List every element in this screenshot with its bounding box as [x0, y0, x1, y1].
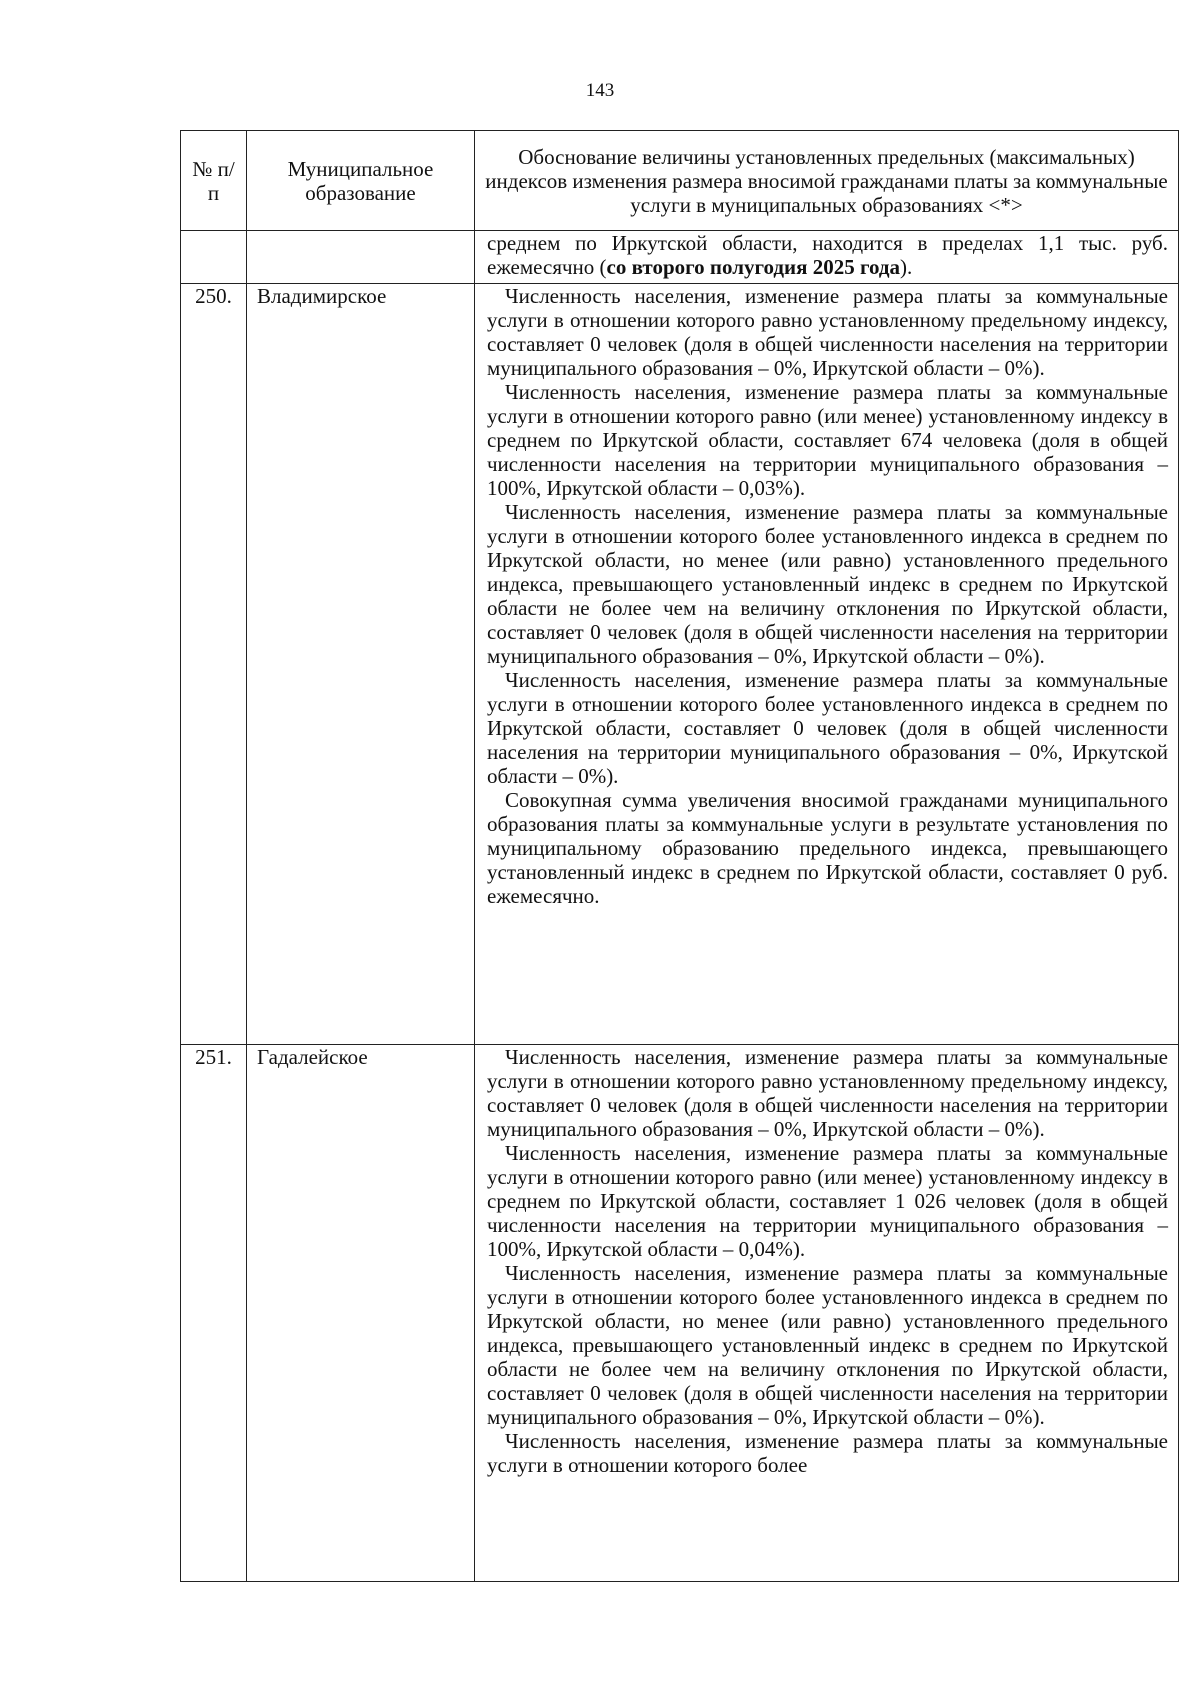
continuation-end: ). [900, 255, 913, 279]
paragraph: Численность населения, изменение размера платы за коммунальные услуги в отношении которого равно (или менее) установленному индексу в среднем по Иркутской области, составляет 674 человека (доля в общей численности населения на территории муниципального образования – 100%, Иркутской области – 0,03%). [487, 380, 1168, 500]
header-municipality: Муниципальное образование [247, 131, 475, 231]
row-number: 250. [181, 284, 247, 1045]
cell-number-empty [181, 231, 247, 284]
continuation-text: среднем по Иркутской области, находится в пределах 1,1 тыс. руб. ежемесячно ( [487, 231, 1168, 279]
justification-cell [475, 1045, 1179, 1582]
table-row [181, 284, 1179, 1045]
table-row [181, 1045, 1179, 1582]
cell-continuation-text [475, 231, 1179, 284]
paragraph: Численность населения, изменение размера платы за коммунальные услуги в отношении которого равно установленному предельному индексу, составляет 0 человек (доля в общей численности населения на территории муниципального образования – 0%, Иркутской области – 0%). [487, 1045, 1168, 1141]
municipality-name: Гадалейское [247, 1045, 475, 1582]
cell-municipality-empty [247, 231, 475, 284]
header-justification: Обоснование величины установленных предельных (максимальных) индексов изменения размера вносимой гражданами платы за коммунальные услуги в муниципальных образованиях <*> [475, 131, 1179, 231]
continuation-bold: со второго полугодия 2025 года [606, 255, 901, 279]
justification-cell [475, 284, 1179, 1045]
page-number: 143 [585, 80, 615, 101]
justification-table [180, 130, 1179, 1582]
paragraph: Численность населения, изменение размера платы за коммунальные услуги в отношении которого равно (или менее) установленному индексу в среднем по Иркутской области, составляет 1 026 человек (доля в общей численности населения на территории муниципального образования – 100%, Иркутской области – 0,04%). [487, 1141, 1168, 1261]
municipality-name: Владимирское [247, 284, 475, 1045]
paragraph: Численность населения, изменение размера платы за коммунальные услуги в отношении которого более установленного индекса в среднем по Иркутской области, но менее (или равно) установленного предельного индекса, превышающего установленный индекс в среднем по Иркутской области не более чем на величину отклонения по Иркутской области, составляет 0 человек (доля в общей численности населения на территории муниципального образования – 0%, Иркутской области – 0%). [487, 500, 1168, 668]
row-number: 251. [181, 1045, 247, 1582]
table-row-continuation [181, 231, 1179, 284]
paragraph: Численность населения, изменение размера платы за коммунальные услуги в отношении которого равно установленному предельному индексу, составляет 0 человек (доля в общей численности населения на территории муниципального образования – 0%, Иркутской области – 0%). [487, 284, 1168, 380]
paragraph: Численность населения, изменение размера платы за коммунальные услуги в отношении которого более установленного индекса в среднем по Иркутской области, составляет 0 человек (доля в общей численности населения на территории муниципального образования – 0%, Иркутской области – 0%). [487, 668, 1168, 788]
paragraph: Совокупная сумма увеличения вносимой гражданами муниципального образования платы за коммунальные услуги в результате установления по муниципальному образованию предельного индекса, превышающего установленный индекс в среднем по Иркутской области, составляет 0 руб. ежемесячно. [487, 788, 1168, 908]
paragraph: Численность населения, изменение размера платы за коммунальные услуги в отношении которого более [487, 1429, 1168, 1477]
header-number: № п/п [181, 131, 247, 231]
paragraph: Численность населения, изменение размера платы за коммунальные услуги в отношении которого более установленного индекса в среднем по Иркутской области, но менее (или равно) установленного предельного индекса, превышающего установленный индекс в среднем по Иркутской области не более чем на величину отклонения по Иркутской области, составляет 0 человек (доля в общей численности населения на территории муниципального образования – 0%, Иркутской области – 0%). [487, 1261, 1168, 1429]
table-header-row [181, 131, 1179, 231]
